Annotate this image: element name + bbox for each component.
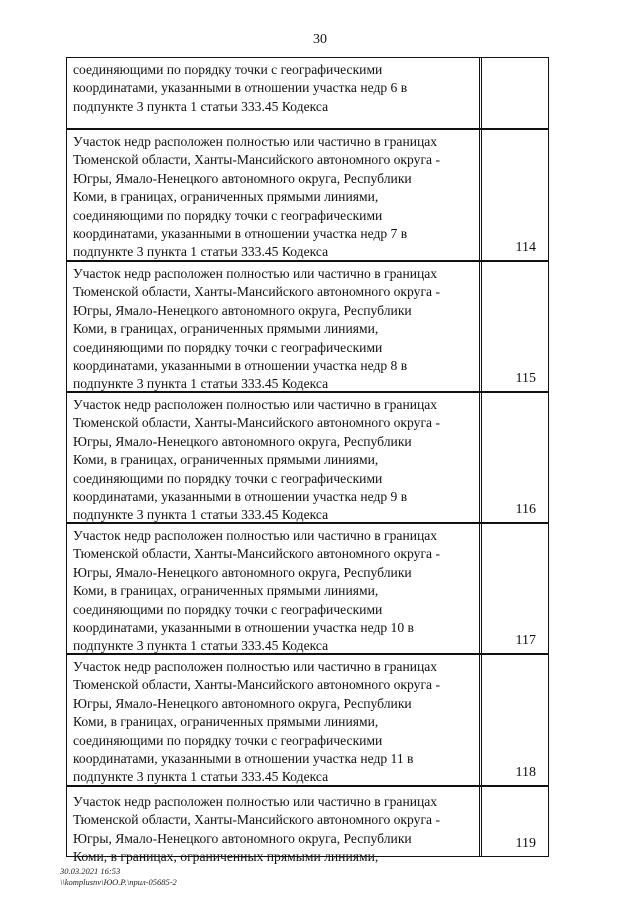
row-description: [73, 396, 465, 525]
text-line: Тюменской области, Ханты-Мансийского автономного округа -: [73, 415, 440, 431]
table-row: [66, 392, 482, 523]
footer-file-path: \\komplusnv\ЮО.Р.\прил-05685-2: [60, 877, 177, 887]
number-cell: [479, 654, 549, 786]
text-line: подпункте 3 пункта 1 статьи 333.45 Кодекса: [73, 769, 329, 785]
row-number: 116: [515, 502, 536, 517]
text-line: Участок недр расположен полностью или частично в границах: [73, 134, 438, 149]
row-number: 118: [515, 765, 536, 780]
text-line: подпункте 3 пункта 1 статьи 333.45 Кодекса: [73, 638, 329, 654]
text-line: Тюменской области, Ханты-Мансийского автономного округа -: [73, 546, 440, 562]
text-line: Югры, Ямало-Ненецкого автономного округа, Республики: [73, 302, 412, 318]
row-description: [73, 133, 465, 262]
text-line: Тюменской области, Ханты-Мансийского автономного округа -: [73, 152, 440, 168]
text-line: Югры, Ямало-Ненецкого автономного округа, Республики: [73, 695, 412, 711]
table-row: [66, 654, 482, 786]
text-line: координатами, указанными в отношении участка недр 7 в: [73, 226, 408, 242]
text-line: Участок недр расположен полностью или частично в границах: [73, 528, 438, 543]
text-line: Участок недр расположен полностью или частично в границах: [73, 397, 438, 412]
table-row: [66, 57, 482, 129]
row-description: [73, 265, 465, 394]
table-row: [66, 786, 482, 865]
text-line: Югры, Ямало-Ненецкого автономного округа, Республики: [73, 830, 412, 846]
text-line: Коми, в границах, ограниченных прямыми линиями,: [73, 321, 379, 337]
text-line: Югры, Ямало-Ненецкого автономного округа, Республики: [73, 170, 412, 186]
text-line: соединяющими по порядку точки с географическими: [73, 732, 383, 748]
table-row: [66, 523, 482, 654]
text-line: координатами, указанными в отношении участка недр 11 в: [73, 751, 414, 767]
row-description: [73, 527, 465, 656]
number-cell: [479, 392, 549, 523]
text-line: соединяющими по порядку точки с географическими: [73, 62, 383, 77]
text-line: Югры, Ямало-Ненецкого автономного округа, Республики: [73, 433, 412, 449]
text-line: Участок недр расположен полностью или частично в границах: [73, 266, 438, 281]
row-number: 114: [515, 240, 536, 255]
number-cell: [479, 261, 549, 392]
document-table: [66, 57, 536, 865]
text-line: Югры, Ямало-Ненецкого автономного округа, Республики: [73, 564, 412, 580]
text-line: координатами, указанными в отношении участка недр 6 в: [73, 80, 408, 96]
text-line: подпункте 3 пункта 1 статьи 333.45 Кодекса: [73, 244, 329, 260]
text-line: Тюменской области, Ханты-Мансийского автономного округа -: [73, 677, 440, 693]
text-line: Коми, в границах, ограниченных прямыми линиями,: [73, 583, 379, 599]
text-line: соединяющими по порядку точки с географическими: [73, 339, 383, 355]
number-cell: [479, 57, 549, 129]
footer-timestamp: 30.03.2021 16:53: [60, 866, 121, 876]
row-description: [73, 61, 465, 116]
text-line: Участок недр расположен полностью или частично в границах: [73, 659, 438, 674]
table-row: [66, 129, 482, 261]
text-line: координатами, указанными в отношении участка недр 10 в: [73, 620, 414, 636]
row-number: 119: [515, 836, 536, 851]
text-line: Коми, в границах, ограниченных прямыми линиями,: [73, 452, 379, 468]
text-line: координатами, указанными в отношении участка недр 9 в: [73, 489, 408, 505]
row-number: 117: [515, 633, 536, 648]
table-row: [66, 261, 482, 392]
text-line: соединяющими по порядку точки с географическими: [73, 207, 383, 223]
number-cell: [479, 786, 549, 857]
text-line: подпункте 3 пункта 1 статьи 333.45 Кодекса: [73, 376, 329, 392]
row-description: [73, 658, 465, 787]
text-line: Тюменской области, Ханты-Мансийского автономного округа -: [73, 284, 440, 300]
text-line: Тюменской области, Ханты-Мансийского автономного округа -: [73, 812, 440, 828]
page-number: 30: [313, 32, 327, 47]
text-line: подпункте 3 пункта 1 статьи 333.45 Кодекса: [73, 507, 329, 523]
number-cell: [479, 523, 549, 654]
text-line: Коми, в границах, ограниченных прямыми линиями,: [73, 714, 379, 730]
number-cell: [479, 129, 549, 261]
text-line: подпункте 3 пункта 1 статьи 333.45 Кодекса: [73, 98, 329, 114]
row-number: 115: [515, 371, 536, 386]
text-line: соединяющими по порядку точки с географическими: [73, 601, 383, 617]
row-description: [73, 793, 465, 867]
text-line: координатами, указанными в отношении участка недр 8 в: [73, 358, 408, 374]
text-line: Участок недр расположен полностью или частично в границах: [73, 794, 438, 809]
text-line: соединяющими по порядку точки с географическими: [73, 470, 383, 486]
text-line: Коми, в границах, ограниченных прямыми линиями,: [73, 189, 379, 205]
text-line: Коми, в границах, ограниченных прямыми линиями,: [73, 849, 379, 865]
